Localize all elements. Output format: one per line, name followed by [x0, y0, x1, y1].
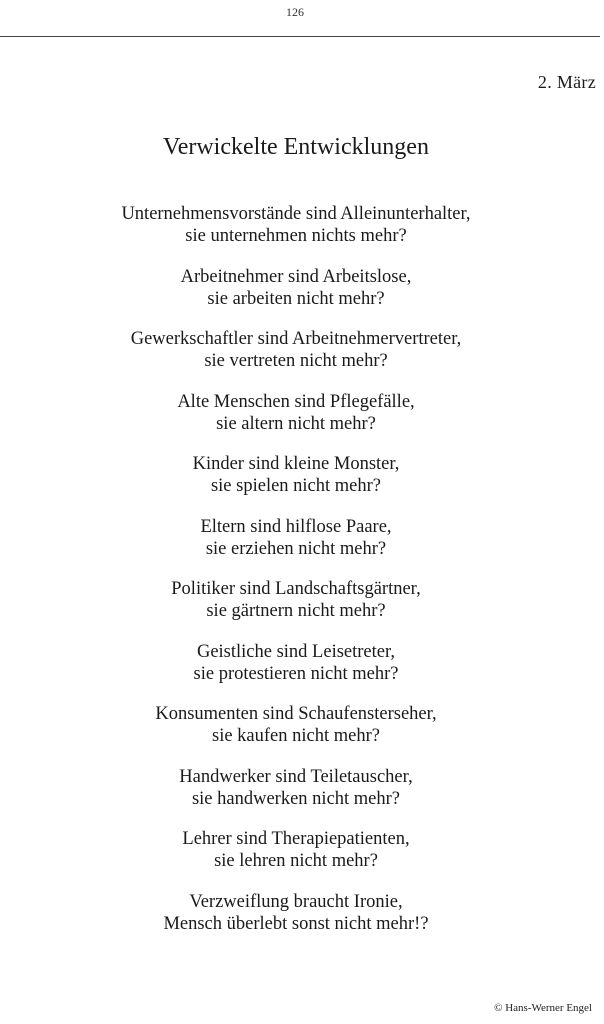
poem-line: Mensch überlebt sonst nicht mehr!?: [163, 913, 429, 934]
poem-line: sie gärtnern nicht mehr?: [206, 601, 386, 621]
poem-stanza: [0, 391, 592, 454]
poem-line: Unternehmensvorstände sind Alleinunterhalter,: [121, 204, 471, 224]
poem-line: Kinder sind kleine Monster,: [192, 454, 400, 474]
poem-line: sie unternehmen nichts mehr?: [185, 226, 407, 246]
poem-stanza: [0, 516, 592, 579]
copyright-notice: © Hans-Werner Engel: [494, 1002, 592, 1014]
poem-line: Handwerker sind Teiletauscher,: [179, 766, 413, 787]
poem-stanza: [0, 266, 592, 329]
poem-stanza: [0, 203, 592, 266]
poem-line: Politiker sind Landschaftsgärtner,: [171, 579, 421, 599]
poem-date: 2. März: [537, 72, 596, 92]
poem-stanza: [0, 703, 592, 766]
poem-line: Gewerkschaftler sind Arbeitnehmervertreter,: [130, 329, 462, 349]
page-number: 126: [286, 5, 304, 19]
poem-line: sie spielen nicht mehr?: [210, 476, 382, 496]
poem-line: Konsumenten sind Schaufensterseher,: [155, 704, 437, 724]
poem-stanza: [0, 766, 592, 829]
poem-line: Arbeitnehmer sind Arbeitslose,: [180, 266, 412, 287]
header-rule: [0, 36, 600, 37]
poem-line: sie handwerken nicht mehr?: [191, 788, 401, 809]
poem-body: [0, 203, 592, 953]
poem-line: Lehrer sind Therapiepatienten,: [182, 829, 410, 849]
poem-line: sie arbeiten nicht mehr?: [207, 288, 385, 309]
poem-stanza: [0, 578, 592, 641]
poem-stanza: [0, 328, 592, 391]
poem-line: sie altern nicht mehr?: [216, 413, 376, 434]
poem-stanza: [0, 641, 592, 704]
poem-line: sie lehren nicht mehr?: [214, 851, 378, 871]
poem-line: Verzweiflung braucht Ironie,: [189, 891, 403, 912]
poem-line: sie erziehen nicht mehr?: [205, 538, 387, 559]
poem-line: sie protestieren nicht mehr?: [193, 663, 399, 684]
poem-line: sie vertreten nicht mehr?: [204, 351, 388, 371]
poem-line: Alte Menschen sind Pflegefälle,: [177, 391, 415, 412]
poem-line: sie kaufen nicht mehr?: [212, 726, 380, 746]
poem-title: Verwickelte Entwicklungen: [163, 134, 429, 160]
poem-stanza: [0, 891, 592, 954]
poem-line: Geistliche sind Leisetreter,: [196, 641, 396, 662]
poem-stanza: [0, 453, 592, 516]
poem-stanza: [0, 828, 592, 891]
poem-line: Eltern sind hilflose Paare,: [200, 516, 392, 537]
